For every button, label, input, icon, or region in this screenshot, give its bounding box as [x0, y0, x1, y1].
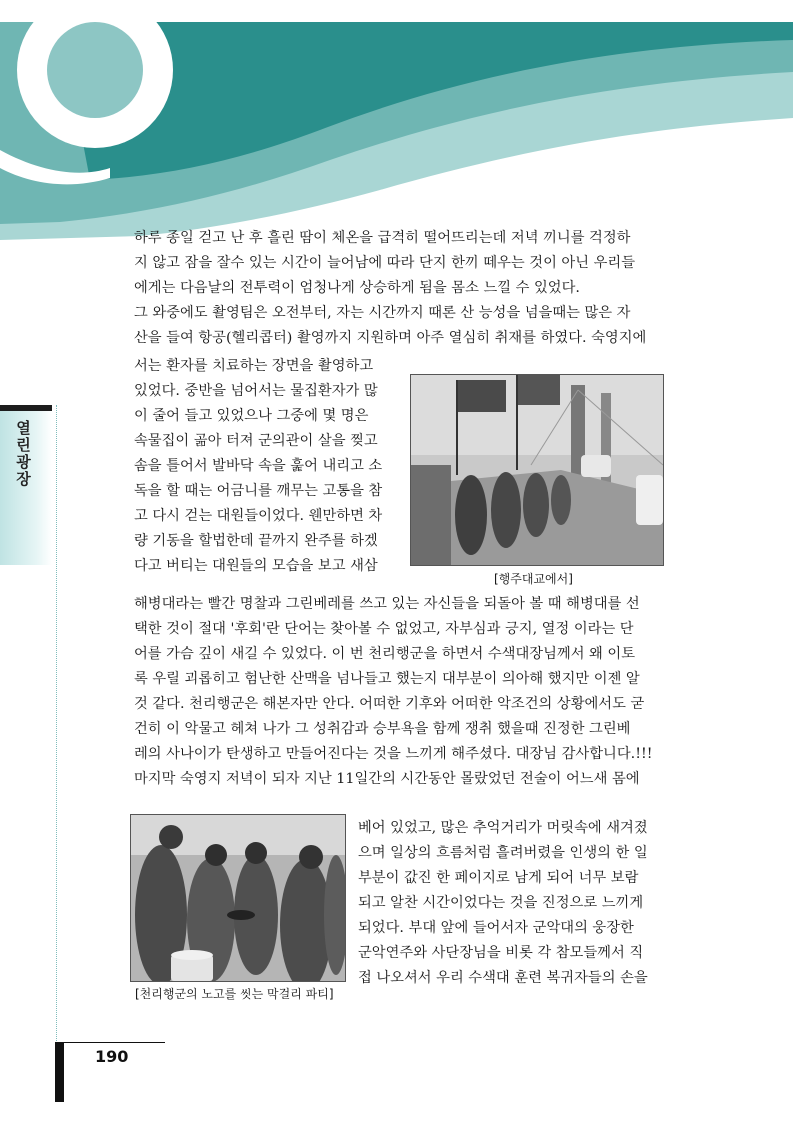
- text-line: 솜을 틀어서 발바닥 속을 훑어 내리고 소: [134, 458, 383, 474]
- photo-makgeolli-party-image: [131, 815, 345, 981]
- body-text-left: [134, 354, 399, 579]
- text-line: 건히 이 악물고 헤쳐 나가 그 성취감과 승부욕을 함께 쟁취 했을때 진정한 그린베: [134, 721, 631, 737]
- photo-caption: [행주대교에서]: [494, 572, 573, 586]
- text-line: 지 않고 잠을 잘수 있는 시간이 늘어남에 따라 단지 한끼 떼우는 것이 아닌 우리들: [134, 255, 636, 271]
- side-tab-bar: [0, 405, 52, 411]
- text-line: 해병대라는 빨간 명찰과 그린베레를 쓰고 있는 자신들을 되돌아 볼 때 해병대를 선: [134, 596, 640, 612]
- text-line: 서는 환자를 치료하는 장면을 촬영하고: [134, 358, 374, 374]
- body-text-middle: [134, 592, 674, 792]
- text-line: 독을 할 때는 어금니를 깨무는 고통을 참: [134, 483, 383, 499]
- text-line: 되고 알찬 시간이었다는 것을 진정으로 느끼게: [358, 895, 644, 911]
- page-number: 190: [95, 1047, 129, 1066]
- text-line: 마지막 숙영지 저녁이 되자 지난 11일간의 시간동안 몰랐었던 전술이 어느새 몸에: [134, 771, 640, 787]
- text-line: 으며 일상의 흐름처럼 흘려버렸을 인생의 한 일: [358, 845, 648, 861]
- text-line: 되었다. 부대 앞에 들어서자 군악대의 웅장한: [358, 920, 634, 936]
- footer-rule: [55, 1042, 165, 1043]
- body-text-right: [358, 816, 668, 991]
- text-line: 부분이 값진 한 페이지로 남게 되어 너무 보람: [358, 870, 639, 886]
- text-line: 량 기동을 할법한데 끝까지 완주를 하겠: [134, 533, 378, 549]
- section-label: 열린광장: [14, 420, 32, 488]
- text-line: 에게는 다음날의 전투력이 엄청나게 상승하게 됨을 몸소 느낄 수 있었다.: [134, 280, 580, 296]
- text-line: 접 나오셔서 우리 수색대 훈련 복귀자들의 손을: [358, 970, 648, 986]
- footer-bar: [55, 1042, 64, 1102]
- photo-caption: [천리행군의 노고를 씻는 막걸리 파티]: [135, 987, 334, 1001]
- text-line: 어를 가슴 깊이 새길 수 있었다. 이 번 천리행군을 하면서 수색대장님께서 왜 이토: [134, 646, 636, 662]
- photo-makgeolli-party: [130, 814, 346, 982]
- text-line: 택한 것이 절대 '후회'란 단어는 찾아볼 수 없었고, 자부심과 긍지, 열정 이라는 단: [134, 621, 634, 637]
- dotted-margin-line: [56, 405, 57, 1045]
- photo-bridge-march: [410, 374, 664, 566]
- text-line: 있었다. 중반을 넘어서는 물집환자가 많: [134, 383, 378, 399]
- text-line: 그 와중에도 촬영팀은 오전부터, 자는 시간까지 때론 산 능성을 넘을때는 많은 자: [134, 305, 631, 321]
- text-line: 군악연주와 사단장님을 비롯 각 참모들께서 직: [358, 945, 644, 961]
- text-line: 이 줄어 들고 있었으나 그중에 몇 명은: [134, 408, 369, 424]
- text-line: 록 우릴 괴롭히고 험난한 산맥을 넘나들고 했는지 대부분이 의아해 했지만 이젠 알: [134, 671, 640, 687]
- photo-bridge-march-image: [411, 375, 663, 565]
- text-line: 다고 버티는 대원들의 모습을 보고 새삼: [134, 558, 378, 574]
- text-line: 속물집이 곪아 터져 군의관이 살을 찢고: [134, 433, 378, 449]
- header-decoration: [0, 0, 793, 240]
- text-line: 하루 종일 걷고 난 후 흘린 땀이 체온을 급격히 떨어뜨리는데 저녁 끼니를 걱정하: [134, 230, 631, 246]
- text-line: 것 같다. 천리행군은 해본자만 안다. 어떠한 기후와 어떠한 악조건의 상황에서도 굳: [134, 696, 645, 712]
- text-line: 고 다시 걷는 대원들이었다. 웬만하면 차: [134, 508, 383, 524]
- text-line: 레의 사나이가 탄생하고 만들어진다는 것을 느끼게 해주셨다. 대장님 감사합니다.!!!: [134, 746, 653, 762]
- text-line: 산을 들여 항공(헬리콥터) 촬영까지 지원하며 아주 열심히 취재를 하였다. 숙영지에: [134, 330, 647, 346]
- text-line: 베어 있었고, 많은 추억거리가 머릿속에 새겨졌: [358, 820, 648, 836]
- body-text-top: [134, 226, 674, 351]
